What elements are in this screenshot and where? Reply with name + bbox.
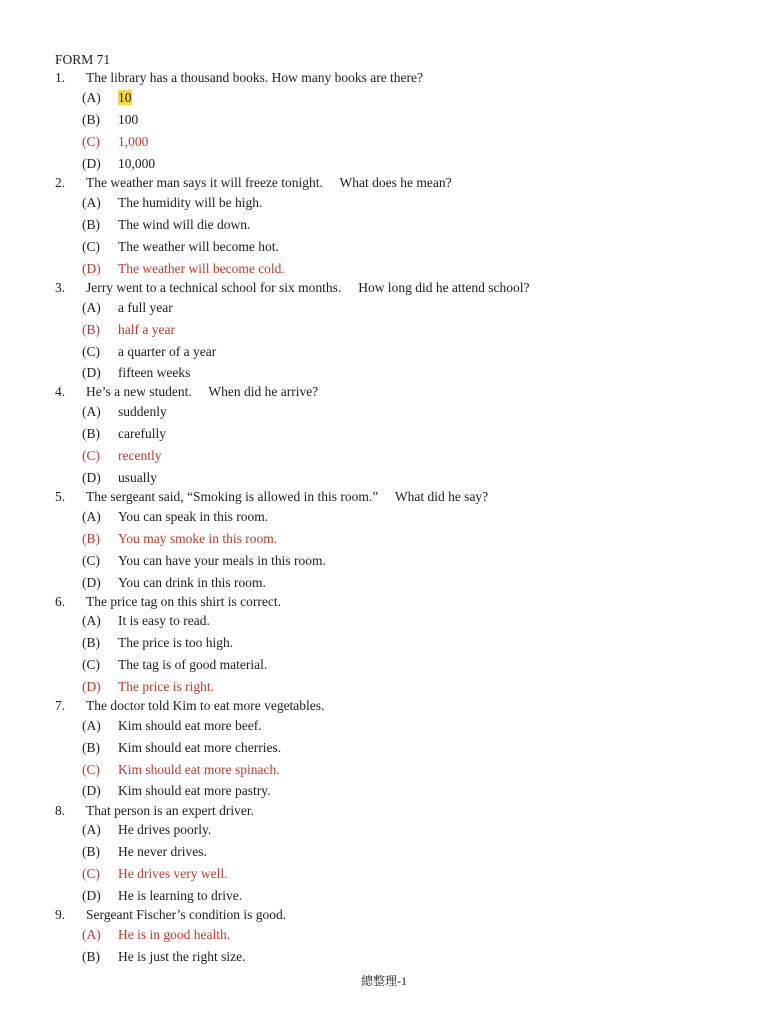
option-8b — [82, 844, 207, 860]
option-letter: (A) — [82, 613, 101, 628]
question-text: That person is an expert driver. — [86, 803, 254, 818]
option-text: Kim should eat more spinach. — [118, 762, 280, 777]
question-number: 4. — [55, 384, 66, 399]
question-text: He’s a new student. When did he arrive? — [86, 384, 319, 399]
option-3c — [82, 344, 216, 360]
option-letter: (A) — [82, 718, 101, 733]
option-letter: (C) — [82, 448, 100, 463]
option-text: The weather will become cold. — [118, 261, 285, 276]
option-letter: (A) — [82, 300, 101, 315]
question-3 — [55, 280, 530, 296]
question-number: 7. — [55, 698, 66, 713]
question-text: The weather man says it will freeze tonight. What does he mean? — [86, 175, 452, 190]
option-text: half a year — [118, 322, 175, 337]
option-text: The price is too high. — [118, 635, 234, 650]
option-9a-correct — [82, 927, 230, 943]
option-text: He is learning to drive. — [118, 888, 243, 903]
option-letter: (B) — [82, 949, 100, 964]
option-1a — [82, 90, 132, 106]
question-number: 8. — [55, 803, 66, 818]
option-6c — [82, 657, 267, 673]
option-text-highlighted: 10 — [118, 90, 132, 105]
option-text: He never drives. — [118, 844, 207, 859]
option-text: a full year — [118, 300, 173, 315]
option-7c-correct — [82, 762, 280, 778]
option-text: You can speak in this room. — [118, 509, 269, 524]
option-5b-correct — [82, 531, 277, 547]
option-text: The humidity will be high. — [118, 195, 263, 210]
option-letter: (D) — [82, 470, 101, 485]
option-8a — [82, 822, 211, 838]
option-text: usually — [118, 470, 157, 485]
option-letter: (B) — [82, 844, 100, 859]
option-text: You can drink in this room. — [118, 575, 266, 590]
option-5c — [82, 553, 326, 569]
option-text: 10,000 — [118, 156, 156, 171]
option-letter: (C) — [82, 553, 100, 568]
option-text: fifteen weeks — [118, 365, 191, 380]
option-1b — [82, 112, 138, 128]
option-2b — [82, 217, 250, 233]
option-letter: (D) — [82, 783, 101, 798]
question-text: Jerry went to a technical school for six months. How long did he attend school? — [86, 280, 530, 295]
option-6a — [82, 613, 210, 629]
option-letter: (A) — [82, 195, 101, 210]
option-9b — [82, 949, 245, 965]
option-letter: (B) — [82, 217, 100, 232]
question-6 — [55, 594, 281, 610]
option-7b — [82, 740, 281, 756]
option-4a — [82, 404, 167, 420]
option-3a — [82, 300, 173, 316]
option-6b — [82, 635, 233, 651]
question-8 — [55, 803, 254, 819]
option-letter: (A) — [82, 822, 101, 837]
option-letter: (B) — [82, 635, 100, 650]
option-letter: (D) — [82, 888, 101, 903]
option-8d — [82, 888, 242, 904]
option-letter: (C) — [82, 134, 100, 149]
question-5 — [55, 489, 488, 505]
option-text: Kim should eat more cherries. — [118, 740, 282, 755]
question-number: 6. — [55, 594, 66, 609]
option-text: carefully — [118, 426, 166, 441]
question-number: 2. — [55, 175, 66, 190]
option-7a — [82, 718, 262, 734]
option-5d — [82, 575, 266, 591]
option-letter: (C) — [82, 344, 100, 359]
option-text: 1,000 — [118, 134, 149, 149]
option-text: He is just the right size. — [118, 949, 246, 964]
question-text: The library has a thousand books. How many books are there? — [86, 70, 424, 85]
question-text: Sergeant Fischer’s condition is good. — [86, 907, 287, 922]
question-1 — [55, 70, 423, 86]
option-letter: (D) — [82, 365, 101, 380]
question-4 — [55, 384, 318, 400]
question-text: The sergeant said, “Smoking is allowed in this room.” What did he say? — [86, 489, 489, 504]
question-number: 9. — [55, 907, 66, 922]
option-text: The price is right. — [118, 679, 214, 694]
option-letter: (B) — [82, 531, 100, 546]
option-text: The wind will die down. — [118, 217, 251, 232]
question-text: The price tag on this shirt is correct. — [86, 594, 281, 609]
option-letter: (D) — [82, 575, 101, 590]
option-2a — [82, 195, 262, 211]
option-3b-correct — [82, 322, 175, 338]
option-text: He drives very well. — [118, 866, 228, 881]
option-4b — [82, 426, 166, 442]
option-letter: (D) — [82, 261, 101, 276]
option-6d-correct — [82, 679, 214, 695]
option-text: It is easy to read. — [118, 613, 210, 628]
option-3d — [82, 365, 190, 381]
question-7 — [55, 698, 324, 714]
option-1c-correct — [82, 134, 148, 150]
option-letter: (B) — [82, 322, 100, 337]
option-5a — [82, 509, 268, 525]
option-1d — [82, 156, 155, 172]
option-8c-correct — [82, 866, 227, 882]
option-7d — [82, 783, 270, 799]
option-letter: (A) — [82, 927, 101, 942]
option-letter: (D) — [82, 679, 101, 694]
option-2c — [82, 239, 279, 255]
option-text: He is in good health. — [118, 927, 231, 942]
form-title: FORM 71 — [55, 52, 111, 67]
option-text: a quarter of a year — [118, 344, 217, 359]
option-letter: (A) — [82, 90, 101, 105]
option-letter: (A) — [82, 404, 101, 419]
question-number: 3. — [55, 280, 66, 295]
option-text: Kim should eat more pastry. — [118, 783, 271, 798]
question-text: The doctor told Kim to eat more vegetables. — [86, 698, 325, 713]
option-text: You can have your meals in this room. — [118, 553, 326, 568]
option-letter: (B) — [82, 112, 100, 127]
option-letter: (D) — [82, 156, 101, 171]
option-text: suddenly — [118, 404, 167, 419]
option-text: Kim should eat more beef. — [118, 718, 262, 733]
option-letter: (C) — [82, 866, 100, 881]
option-letter: (B) — [82, 740, 100, 755]
question-9 — [55, 907, 286, 923]
option-2d-correct — [82, 261, 285, 277]
option-text: You may smoke in this room. — [118, 531, 278, 546]
question-number: 5. — [55, 489, 66, 504]
question-number: 1. — [55, 70, 66, 85]
question-2 — [55, 175, 452, 191]
option-letter: (C) — [82, 657, 100, 672]
option-4d — [82, 470, 157, 486]
option-4c-correct — [82, 448, 161, 464]
option-letter: (B) — [82, 426, 100, 441]
page-footer: 總整理-1 — [361, 974, 407, 988]
option-text: He drives poorly. — [118, 822, 212, 837]
option-text: 100 — [118, 112, 139, 127]
option-letter: (C) — [82, 239, 100, 254]
option-letter: (A) — [82, 509, 101, 524]
option-text: The tag is of good material. — [118, 657, 268, 672]
option-text: The weather will become hot. — [118, 239, 279, 254]
option-text: recently — [118, 448, 162, 463]
option-letter: (C) — [82, 762, 100, 777]
